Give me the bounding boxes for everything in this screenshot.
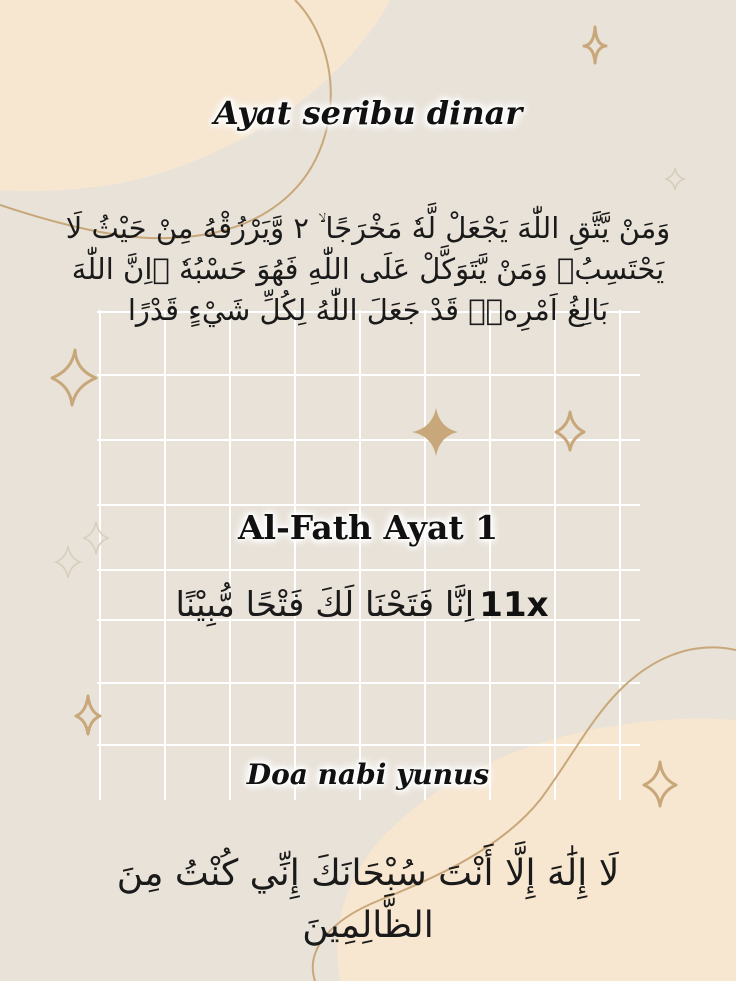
title-doa-yunus: Doa nabi yunus: [246, 758, 490, 791]
arabic-verse-seribu-dinar: وَمَنْ يَّتَّقِ اللّٰهَ يَجْعَلْ لَّهٗ مَخْرَجًا ۙ ٢ وَّيَرْزُقْهُ مِنْ حَيْثُ لَا يَحْتَسِبُۗ وَمَنْ يَّتَوَكَّلْ عَلَى اللّٰهِ فَهُوَ حَسْبُهٗ ۗاِنَّ اللّٰهَ بَالِغُ اَمْرِهٖۗ قَدْ جَعَلَ اللّٰهُ لِكُلِّ شَيْءٍ قَدْرًا: [65, 211, 671, 327]
arabic-verse-al-fath: اِنَّا فَتَحْنَا لَكَ فَتْحًا مُّبِيْنًا: [175, 585, 475, 625]
title-seribu-dinar: Ayat seribu dinar: [213, 94, 523, 132]
arabic-verse-doa-yunus: لَا إِلَٰهَ إِلَّا أَنْتَ سُبْحَانَكَ إِنِّي كُنْتُ مِنَ الظَّالِمِينَ: [116, 853, 620, 946]
repeat-count: 11x: [479, 585, 549, 625]
title-al-fath: Al-Fath Ayat 1: [237, 508, 499, 547]
al-fath-verse-row: [0, 585, 736, 625]
